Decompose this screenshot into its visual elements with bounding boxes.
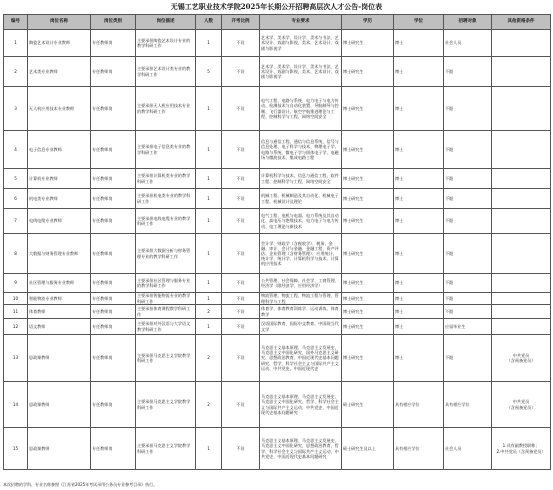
table-row (4, 274, 551, 293)
cell-count: 2 (196, 335, 222, 382)
cell-ratio: 不设 (222, 382, 260, 428)
cell-name: 语文教师 (28, 319, 91, 335)
cell-no: 11 (4, 305, 28, 319)
cell-other (492, 234, 551, 274)
cell-other (492, 274, 551, 293)
cell-category: 专任教师岗 (91, 382, 136, 428)
cell-degree: 具有相应学位 (394, 428, 444, 470)
cell-target: 不限 (444, 189, 492, 209)
table-row (4, 131, 551, 169)
cell-target: 不限 (444, 209, 492, 234)
page-title: 无锡工艺职业技术学院2025年长期公开招聘高层次人才公告-岗位表 (170, 2, 383, 11)
cell-target: 社会人员 (444, 30, 492, 57)
cell-name: 无人机应用技术专业教师 (28, 87, 91, 131)
cell-category: 专任教师岗 (91, 234, 136, 274)
header-ratio: 开考比例 (222, 15, 260, 30)
cell-target: 不限 (444, 234, 492, 274)
cell-other (492, 169, 551, 189)
cell-category: 专任教师岗 (91, 169, 136, 189)
cell-desc: 主要承担艺术设计类专业的教学科研工作 (136, 57, 196, 87)
cell-education: 博士研究生 (342, 87, 394, 131)
table-row (4, 189, 551, 209)
cell-ratio: 不设 (222, 169, 260, 189)
header-name: 岗位名称 (28, 15, 91, 30)
cell-name: 艺术类专业教师 (28, 57, 91, 87)
cell-education: 博士研究生 (342, 305, 394, 319)
cell-name: 智能物流专业教师 (28, 293, 91, 305)
cell-other: 中共党员 （含预备党员） (492, 382, 551, 428)
table-header-row (4, 15, 551, 30)
table-row (4, 209, 551, 234)
cell-degree: 具有相应学位 (394, 382, 444, 428)
header-no: 编号 (4, 15, 28, 30)
cell-count: 1 (196, 209, 222, 234)
table-row (4, 234, 551, 274)
cell-name: 机电类专业教师 (28, 189, 91, 209)
cell-ratio: 不设 (222, 30, 260, 57)
cell-no: 9 (4, 274, 28, 293)
cell-education: 硕士研究生及以上 (342, 428, 394, 470)
cell-major: 艺术学、美术学、设计学、美术与书法、艺术设计、戏剧与影视、美术、艺术设计、戏剧与影视学 (260, 57, 342, 87)
cell-education: 博士研究生 (342, 274, 394, 293)
cell-degree: 博士 (394, 293, 444, 305)
cell-other (492, 209, 551, 234)
cell-education: 博士研究生 (342, 319, 394, 335)
cell-education: 博士研究生 (342, 57, 394, 87)
cell-name: 电线电缆专业教师 (28, 209, 91, 234)
cell-category: 专任教师岗 (91, 209, 136, 234)
cell-target: 不限 (444, 87, 492, 131)
cell-desc: 主要承担马克思主义学院教学科研工作 (136, 382, 196, 428)
cell-target: 不限 (444, 335, 492, 382)
cell-major: 计算机科学与技术、信息与通信工程、软件工程、控制科学与工程、网络空间安全 (260, 169, 342, 189)
table-row (4, 382, 551, 428)
cell-no: 5 (4, 169, 28, 189)
table-row (4, 57, 551, 87)
header-degree: 学位 (394, 15, 444, 30)
header-category: 岗位类别 (91, 15, 136, 30)
cell-no: 14 (4, 382, 28, 428)
cell-desc: 主要承担无人机应用技术专业的教学科研工作 (136, 87, 196, 131)
cell-other (492, 87, 551, 131)
cell-no: 2 (4, 57, 28, 87)
header-target: 招聘对象 (444, 15, 492, 30)
cell-desc: 主要承担计算机类专业的教学科研工作 (136, 169, 196, 189)
cell-degree: 博士 (394, 87, 444, 131)
cell-ratio: 不设 (222, 131, 260, 169)
cell-target: 不限 (444, 169, 492, 189)
table-row (4, 319, 551, 335)
cell-education: 博士研究生 (342, 335, 394, 382)
cell-category: 专任教师岗 (91, 57, 136, 87)
header-desc: 岗位描述 (136, 15, 196, 30)
cell-count: 1 (196, 189, 222, 209)
cell-category: 专任教师岗 (91, 293, 136, 305)
cell-count: 1 (196, 428, 222, 470)
cell-major: 马克思主义基本原理、马克思主义发展史、马克思主义中国化研究、思想政治教育、哲学、科学社会主义与国际共产主义运动、中共党史、中国近现代史基本问题研究 (260, 428, 342, 470)
table-row (4, 293, 551, 305)
cell-name: 大数据与财务管理专业教师 (28, 234, 91, 274)
cell-category: 专任教师岗 (91, 274, 136, 293)
cell-degree: 博士 (394, 319, 444, 335)
cell-no: 10 (4, 293, 28, 305)
cell-name: 思政课教师 (28, 335, 91, 382)
table-row (4, 428, 551, 470)
cell-name: 思政课教师 (28, 382, 91, 428)
cell-desc: 主要承担智能物流专业的教学科研工作 (136, 293, 196, 305)
cell-no: 4 (4, 131, 28, 169)
cell-degree: 博士 (394, 189, 444, 209)
table-row (4, 87, 551, 131)
cell-desc: 主要承担机电类专业的教学科研工作 (136, 189, 196, 209)
header-other: 其他资格条件 (492, 15, 551, 30)
cell-major: 艺术学、美术学、设计学、美术与书法、艺术设计、戏剧与影视、美术、艺术设计、戏剧与影视学 (260, 30, 342, 57)
cell-count: 1 (196, 169, 222, 189)
footnote: 本次招聘的学科、专业名称参照《江苏省2025年考试录用公务员专业参考目录》执行。 (3, 482, 158, 487)
cell-category: 专任教师岗 (91, 335, 136, 382)
cell-count: 1 (196, 30, 222, 57)
cell-count: 1 (196, 234, 222, 274)
cell-desc: 主要承担马克思主义学院教学科研工作 (136, 428, 196, 470)
cell-ratio: 不设 (222, 319, 260, 335)
positions-table (3, 14, 551, 470)
header-education: 学历 (342, 15, 394, 30)
cell-major: 机械工程、机械制造及其自动化、机械电子工程、机械设计及理论 (260, 189, 342, 209)
cell-no: 13 (4, 335, 28, 382)
cell-ratio: 不设 (222, 274, 260, 293)
cell-count: 1 (196, 319, 222, 335)
cell-major: 汉语国际教育、国际中文教育、中国现当代文学 (260, 319, 342, 335)
table-row (4, 169, 551, 189)
cell-category: 专任教师岗 (91, 87, 136, 131)
cell-target: 具有相应学位 (444, 382, 492, 428)
cell-education: 博士研究生 (342, 131, 394, 169)
cell-degree: 博士 (394, 335, 444, 382)
cell-category: 专任教师岗 (91, 305, 136, 319)
cell-major: 马克思主义基本原理、马克思主义发展史、马克思主义中国化研究、哲学、科学社会主义与国际共产主义运动、中共党史、中国近现代史基本问题研究 (260, 382, 342, 428)
cell-major: 物流管理、物流工程、物流工程与管理、管理科学与工程 (260, 293, 342, 305)
cell-no: 1 (4, 30, 28, 57)
cell-ratio: 不设 (222, 305, 260, 319)
cell-degree: 博士 (394, 209, 444, 234)
cell-desc: 主要承担大数据分析与财务管理专业的教学科研工作 (136, 234, 196, 274)
cell-target: 不限 (444, 131, 492, 169)
cell-target: 不限 (444, 293, 492, 305)
cell-major: 电气工程、电路与系统、电力电子与电力传动、检测技术与自动化装置、导航制导与控制、飞行器设计、航空宇航推进理论与工程、控制科学与工程、网络空间安全 (260, 87, 342, 131)
cell-desc: 主要承担社区管理与服务专业的教学科研工作 (136, 274, 196, 293)
cell-other: 中共党员 （含预备党员） (492, 335, 551, 382)
cell-ratio: 不设 (222, 189, 260, 209)
header-count: 人数 (196, 15, 222, 30)
cell-degree: 博士 (394, 305, 444, 319)
cell-count: 1 (196, 293, 222, 305)
cell-education: 博士研究生 (342, 30, 394, 57)
cell-other (492, 131, 551, 169)
cell-desc: 主要承担体育课程教学科研工作 (136, 305, 196, 319)
cell-category: 专任教师岗 (91, 131, 136, 169)
cell-other (492, 57, 551, 87)
cell-ratio: 不设 (222, 57, 260, 87)
cell-target: 不限 (444, 57, 492, 87)
cell-category: 专任教师岗 (91, 428, 136, 470)
cell-ratio: 不设 (222, 428, 260, 470)
cell-no: 12 (4, 319, 28, 335)
cell-major: 会计学、财政学（含税收学）、税务、金融、审计、会计与金融、金融工程、资产评估、企业管理（含财务管理）、应用统计、统计学、统计学、计算机科学与技术、计算机应用技术 (260, 234, 342, 274)
cell-major: 电气工程、电机与电器、电力系统及其自动化、高电压与绝缘技术、电力电子与电力传动、电工理论与新技术 (260, 209, 342, 234)
cell-target: 社会人员 (444, 428, 492, 470)
cell-education: 博士研究生 (342, 234, 394, 274)
cell-degree: 博士 (394, 30, 444, 57)
cell-count: 2 (196, 305, 222, 319)
cell-other (492, 189, 551, 209)
cell-other (492, 293, 551, 305)
cell-ratio: 不设 (222, 209, 260, 234)
cell-other (492, 30, 551, 57)
cell-category: 专任教师岗 (91, 319, 136, 335)
cell-major: 马克思主义基本原理、马克思主义发展史、马克思主义中国化研究、国外马克思主义研究、思想政治教育、中国近现代史基本问题研究、哲学、科学社会主义与国际共产主义运动、中共党史、中国近现代史 (260, 335, 342, 382)
cell-count: 1 (196, 87, 222, 131)
cell-major: 信息与通信工程、通信与信息系统、信号与信息处理、电子科学与技术、物理电子学、电路与系统、微电子学与固体电子学、电磁场与微波技术、集成电路工程 (260, 131, 342, 169)
header-major: 专业要求 (260, 15, 342, 30)
table-row (4, 335, 551, 382)
cell-degree: 博士 (394, 234, 444, 274)
cell-name: 社区管理与服务专业教师 (28, 274, 91, 293)
cell-degree: 博士 (394, 169, 444, 189)
cell-other (492, 319, 551, 335)
cell-category: 专任教师岗 (91, 30, 136, 57)
cell-desc: 主要承担电子信息类专业的教学科研工作 (136, 131, 196, 169)
cell-no: 7 (4, 209, 28, 234)
cell-degree: 博士 (394, 274, 444, 293)
cell-ratio: 不设 (222, 87, 260, 131)
cell-count: 5 (196, 57, 222, 87)
cell-education: 博士研究生 (342, 189, 394, 209)
cell-target: 应届毕业生 (444, 319, 492, 335)
cell-education: 博士研究生 (342, 169, 394, 189)
cell-name: 思政课教师 (28, 428, 91, 470)
cell-no: 15 (4, 428, 28, 470)
cell-name: 电子信息专业教师 (28, 131, 91, 169)
cell-count: 2 (196, 382, 222, 428)
cell-count: 1 (196, 274, 222, 293)
cell-ratio: 不设 (222, 234, 260, 274)
cell-other: 1.具有副教授职称； 2.中共党员（含预备党员） (492, 428, 551, 470)
cell-desc: 主要承担电线电缆专业的教学科研工作 (136, 209, 196, 234)
cell-count: 1 (196, 131, 222, 169)
table-body (4, 30, 551, 470)
cell-ratio: 不设 (222, 335, 260, 382)
cell-ratio: 不设 (222, 293, 260, 305)
cell-category: 专任教师岗 (91, 189, 136, 209)
cell-no: 3 (4, 87, 28, 131)
cell-education: 硕士研究生 (342, 382, 394, 428)
cell-no: 6 (4, 189, 28, 209)
cell-name: 体育教师 (28, 305, 91, 319)
cell-target: 不限 (444, 274, 492, 293)
cell-degree: 博士 (394, 57, 444, 87)
cell-education: 博士研究生 (342, 293, 394, 305)
table-row (4, 305, 551, 319)
cell-no: 8 (4, 234, 28, 274)
cell-name: 计算机专业教师 (28, 169, 91, 189)
cell-major: 公共管理、社会保障、社会学、工商管理、经济学（限经济学、应用经济学） (260, 274, 342, 293)
cell-other (492, 305, 551, 319)
cell-target: 不限 (444, 305, 492, 319)
cell-desc: 主要承担马克思主义学院教学科研工作 (136, 335, 196, 382)
table-row (4, 30, 551, 57)
cell-name: 陶瓷艺术设计专业教师 (28, 30, 91, 57)
cell-major: 体育学、体育教育训练学、运动训练、体育教学 (260, 305, 342, 319)
cell-desc: 主要承担陶瓷艺术设计专业的教学科研工作 (136, 30, 196, 57)
cell-desc: 主要承担对外汉语与大学语文教学科研工作 (136, 319, 196, 335)
cell-degree: 博士 (394, 131, 444, 169)
cell-education: 博士研究生 (342, 209, 394, 234)
